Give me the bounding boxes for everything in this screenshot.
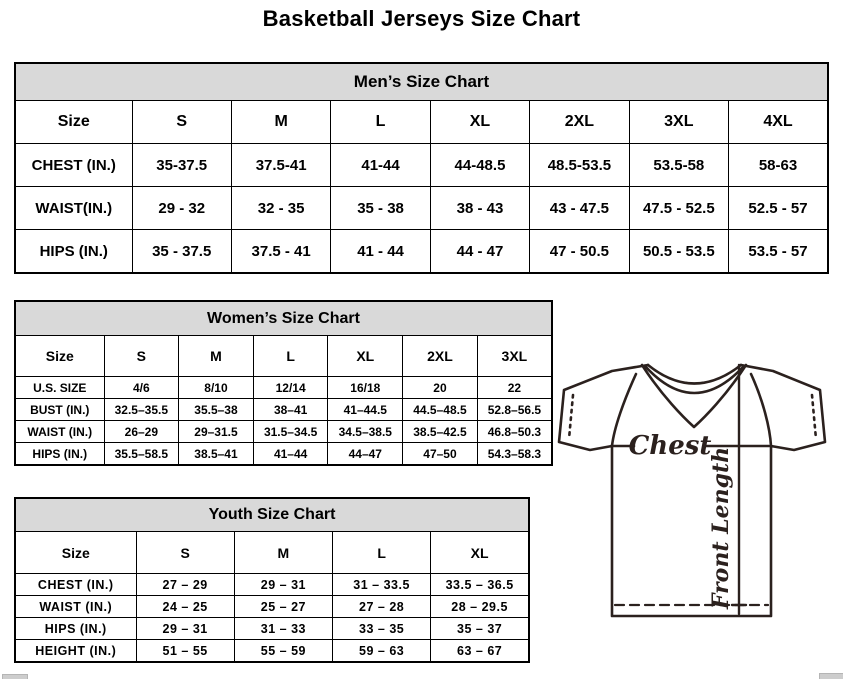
column-header: 3XL (477, 336, 552, 377)
youth-header-row (15, 532, 529, 574)
size-cell: 35 - 37.5 (132, 230, 231, 274)
size-cell: 44 - 47 (430, 230, 529, 274)
size-cell: 54.3–58.3 (477, 443, 552, 466)
size-cell: 58-63 (729, 144, 828, 187)
row-label: WAIST (IN.) (15, 596, 136, 618)
size-cell: 20 (403, 377, 478, 399)
column-header: S (132, 101, 231, 144)
column-header: 3XL (629, 101, 728, 144)
column-header: L (333, 532, 431, 574)
size-cell: 44.5–48.5 (403, 399, 478, 421)
size-cell: 38.5–41 (179, 443, 254, 466)
size-cell: 29 – 31 (136, 618, 234, 640)
youth-chart-title: Youth Size Chart (15, 498, 529, 532)
size-cell: 38 - 43 (430, 187, 529, 230)
table-row (15, 377, 552, 399)
size-cell: 35 - 38 (331, 187, 430, 230)
size-cell: 33 – 35 (333, 618, 431, 640)
table-row (15, 421, 552, 443)
row-label: CHEST (IN.) (15, 144, 132, 187)
size-cell: 43 - 47.5 (530, 187, 629, 230)
mens-size-table (14, 62, 829, 274)
size-cell: 35 – 37 (431, 618, 529, 640)
size-cell: 41–44.5 (328, 399, 403, 421)
size-cell: 32.5–35.5 (104, 399, 179, 421)
size-cell: 28 – 29.5 (431, 596, 529, 618)
size-cell: 31.5–34.5 (253, 421, 328, 443)
row-label: HIPS (IN.) (15, 443, 104, 466)
table-row (15, 618, 529, 640)
size-cell: 29 – 31 (234, 574, 332, 596)
size-cell: 32 - 35 (231, 187, 330, 230)
size-cell: 4/6 (104, 377, 179, 399)
column-header: M (179, 336, 254, 377)
table-row (15, 144, 828, 187)
size-cell: 44–47 (328, 443, 403, 466)
front-length-label: Front Length (708, 446, 734, 610)
size-cell: 8/10 (179, 377, 254, 399)
page-title: Basketball Jerseys Size Chart (262, 6, 581, 31)
row-label: HIPS (IN.) (15, 618, 136, 640)
mens-chart-title: Men’s Size Chart (15, 63, 828, 101)
column-header: 2XL (530, 101, 629, 144)
womens-chart-title: Women’s Size Chart (15, 301, 552, 336)
size-cell: 26–29 (104, 421, 179, 443)
row-label: CHEST (IN.) (15, 574, 136, 596)
table-row (15, 399, 552, 421)
size-cell: 38–41 (253, 399, 328, 421)
column-header: M (234, 532, 332, 574)
row-label: WAIST(IN.) (15, 187, 132, 230)
size-cell: 41–44 (253, 443, 328, 466)
column-header: XL (328, 336, 403, 377)
table-row (15, 596, 529, 618)
size-cell: 50.5 - 53.5 (629, 230, 728, 274)
table-row (15, 574, 529, 596)
size-cell: 63 – 67 (431, 640, 529, 663)
jersey-measurement-diagram (554, 358, 843, 628)
column-header: 4XL (729, 101, 828, 144)
size-cell: 46.8–50.3 (477, 421, 552, 443)
row-label: BUST (IN.) (15, 399, 104, 421)
size-cell: 47–50 (403, 443, 478, 466)
size-cell: 35-37.5 (132, 144, 231, 187)
row-label: U.S. SIZE (15, 377, 104, 399)
size-cell: 41 - 44 (331, 230, 430, 274)
youth-size-table (14, 497, 530, 663)
size-cell: 51 – 55 (136, 640, 234, 663)
size-cell: 22 (477, 377, 552, 399)
size-cell: 52.8–56.5 (477, 399, 552, 421)
size-cell: 35.5–38 (179, 399, 254, 421)
size-cell: 34.5–38.5 (328, 421, 403, 443)
size-cell: 35.5–58.5 (104, 443, 179, 466)
size-cell: 52.5 - 57 (729, 187, 828, 230)
size-cell: 38.5–42.5 (403, 421, 478, 443)
size-cell: 37.5 - 41 (231, 230, 330, 274)
size-cell: 31 – 33 (234, 618, 332, 640)
size-cell: 44-48.5 (430, 144, 529, 187)
column-header: L (253, 336, 328, 377)
row-label: HIPS (IN.) (15, 230, 132, 274)
jersey-outline-icon (554, 358, 843, 628)
column-header: L (331, 101, 430, 144)
column-header: Size (15, 101, 132, 144)
chest-label: Chest (628, 431, 712, 461)
size-cell: 47.5 - 52.5 (629, 187, 728, 230)
womens-size-table (14, 300, 553, 466)
size-cell: 48.5-53.5 (530, 144, 629, 187)
mens-header-row (15, 101, 828, 144)
table-row (15, 230, 828, 274)
size-cell: 25 – 27 (234, 596, 332, 618)
column-header: S (104, 336, 179, 377)
table-row (15, 640, 529, 663)
size-cell: 41-44 (331, 144, 430, 187)
table-row (15, 187, 828, 230)
row-label: WAIST (IN.) (15, 421, 104, 443)
size-cell: 24 – 25 (136, 596, 234, 618)
column-header: S (136, 532, 234, 574)
size-cell: 33.5 – 36.5 (431, 574, 529, 596)
table-row (15, 443, 552, 466)
size-cell: 31 – 33.5 (333, 574, 431, 596)
size-cell: 12/14 (253, 377, 328, 399)
scrollbar-fragment-right[interactable] (819, 673, 843, 679)
size-cell: 29 - 32 (132, 187, 231, 230)
column-header: M (231, 101, 330, 144)
womens-header-row (15, 336, 552, 377)
size-cell: 37.5-41 (231, 144, 330, 187)
size-cell: 47 - 50.5 (530, 230, 629, 274)
column-header: Size (15, 336, 104, 377)
column-header: Size (15, 532, 136, 574)
column-header: XL (431, 532, 529, 574)
column-header: 2XL (403, 336, 478, 377)
scrollbar-fragment-left[interactable] (2, 674, 28, 679)
column-header: XL (430, 101, 529, 144)
size-cell: 27 – 28 (333, 596, 431, 618)
size-cell: 29–31.5 (179, 421, 254, 443)
size-cell: 27 – 29 (136, 574, 234, 596)
row-label: HEIGHT (IN.) (15, 640, 136, 663)
size-cell: 53.5-58 (629, 144, 728, 187)
size-cell: 55 – 59 (234, 640, 332, 663)
size-cell: 59 – 63 (333, 640, 431, 663)
size-cell: 16/18 (328, 377, 403, 399)
size-cell: 53.5 - 57 (729, 230, 828, 274)
